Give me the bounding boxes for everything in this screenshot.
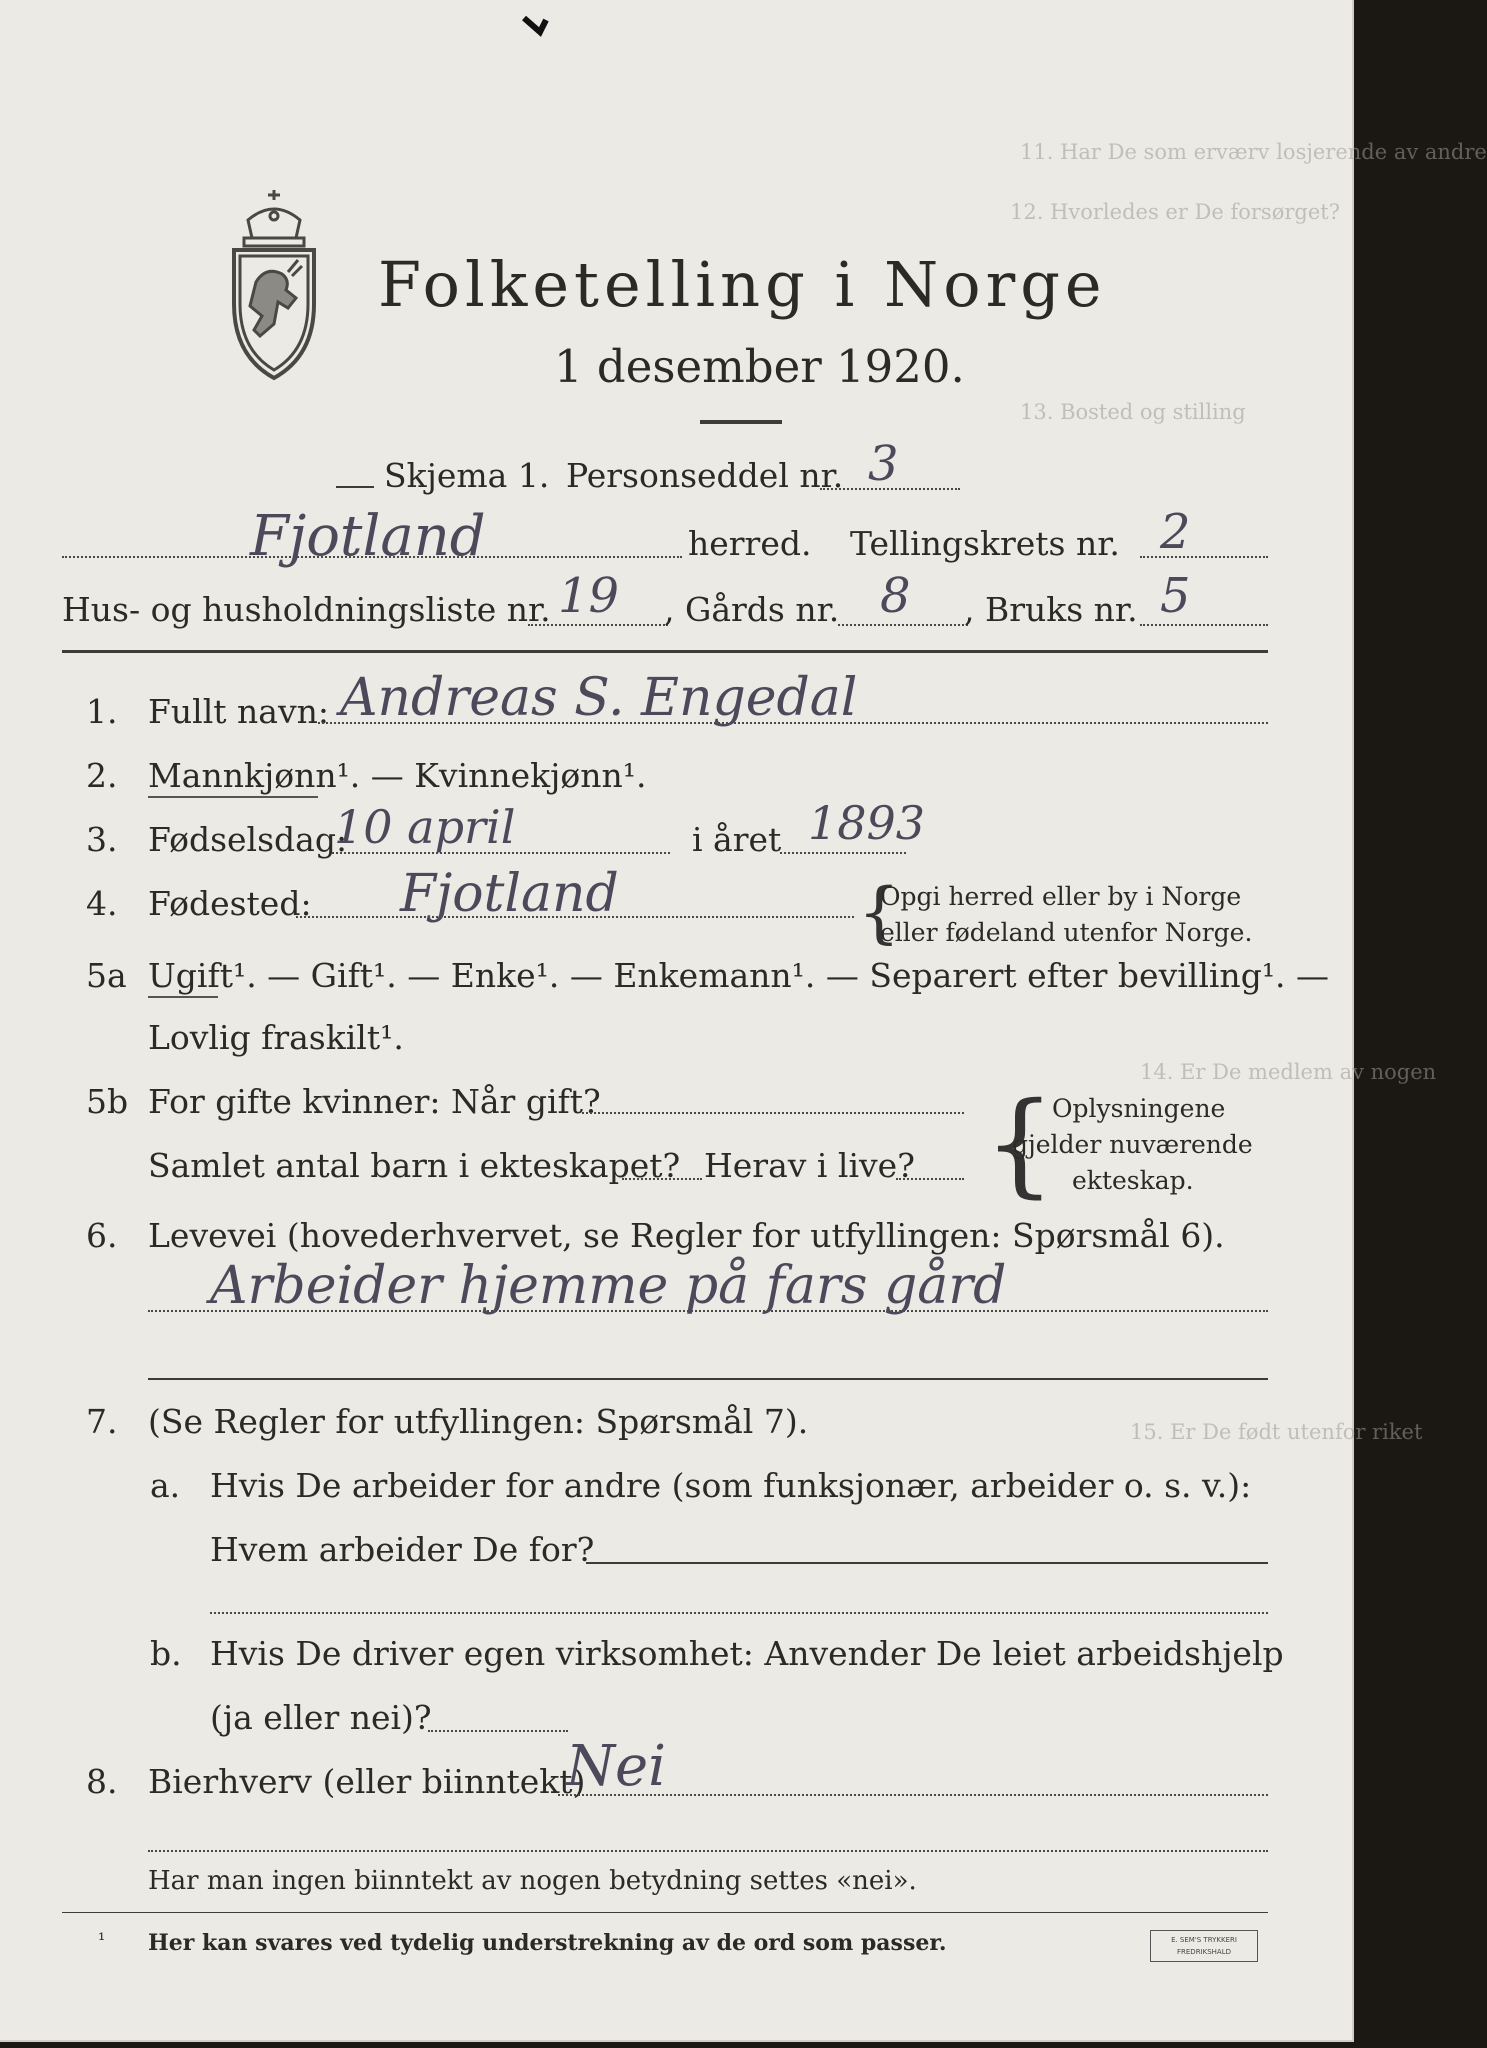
q3-year-line — [780, 852, 906, 854]
q7-question: (Se Regler for utfyllingen: Spørsmål 7). — [148, 1402, 809, 1441]
q5b-married-line — [582, 1112, 964, 1114]
bleed-through-text-1: 11. Har De som erværv losjerende av andre — [1020, 140, 1487, 164]
q7b-line2: (ja eller nei)? — [210, 1698, 432, 1737]
footnote-text: Her kan svares ved tydelig understrekning av de ord som passer. — [148, 1930, 947, 1956]
q5b-line2a: Samlet antal barn i ekteskapet? — [148, 1146, 681, 1185]
q7a-letter: a. — [150, 1466, 181, 1505]
q5b-brace: { — [984, 1079, 1056, 1209]
printer-stamp — [1150, 1930, 1258, 1962]
q8-number: 8. — [86, 1762, 118, 1801]
person-number-label: Personseddel nr. — [566, 456, 844, 495]
house-list-value: 19 — [558, 568, 620, 624]
printer-stamp-line1: E. SEM'S TRYKKERI — [1171, 1936, 1237, 1944]
schema-dash — [336, 486, 374, 488]
district-value: 2 — [1160, 504, 1191, 560]
footer-divider — [62, 1912, 1268, 1913]
q8-label: Bierhverv (eller biinntekt) — [148, 1762, 586, 1801]
q6-question: Levevei (hovederhvervet, se Regler for utfyllingen: Spørsmål 6). — [148, 1216, 1225, 1255]
q3-number: 3. — [86, 820, 118, 859]
q8-line2 — [148, 1850, 1268, 1852]
header-divider — [62, 650, 1268, 653]
ink-mark — [520, 14, 550, 36]
bruks-line — [1140, 624, 1268, 626]
gards-value: 8 — [880, 568, 911, 624]
q5b-note-line1: Oplysningene — [1052, 1094, 1226, 1123]
q7b-letter: b. — [150, 1634, 182, 1673]
footer-note: Har man ingen biinntekt av nogen betydning settes «nei». — [148, 1866, 917, 1896]
footnote-mark: ¹ — [98, 1930, 106, 1951]
q3-year-value: 1893 — [808, 796, 926, 850]
title-divider — [700, 420, 782, 424]
q7b-line1: Hvis De driver egen virksomhet: Anvender De leiet arbeidshjelp — [210, 1634, 1284, 1673]
q4-number: 4. — [86, 884, 118, 923]
person-number-value: 3 — [868, 436, 899, 492]
bleed-through-text-5: 15. Er De født utenfor riket — [1130, 1420, 1423, 1444]
q4-note-line2: eller fødeland utenfor Norge. — [880, 918, 1253, 947]
q2-options: Mannkjønn¹. — Kvinnekjønn¹. — [148, 756, 647, 795]
q6-number: 6. — [86, 1216, 118, 1255]
q6-line2 — [148, 1378, 1268, 1380]
q5b-number: 5b — [86, 1082, 129, 1121]
bruks-value: 5 — [1160, 568, 1191, 624]
coat-of-arms-icon — [218, 184, 330, 384]
gards-line — [838, 624, 968, 626]
q7b-answer-line — [428, 1730, 568, 1732]
printer-stamp-line2: FREDRIKSHALD — [1176, 1948, 1231, 1956]
q7a-line2: Hvem arbeider De for? — [210, 1530, 595, 1569]
municipality-value: Fjotland — [250, 504, 486, 569]
q7a-answer-line2 — [210, 1612, 1268, 1614]
q3-year-label: i året — [692, 820, 782, 859]
q5b-note-line3: ekteskap. — [1072, 1166, 1194, 1195]
bruks-label: , Bruks nr. — [964, 590, 1138, 629]
q5b-alive-line — [896, 1178, 964, 1180]
q5a-options-line2: Lovlig fraskilt¹. — [148, 1018, 404, 1057]
schema-label: Skjema 1. — [384, 456, 550, 495]
q1-value: Andreas S. Engedal — [340, 668, 858, 728]
gards-label: , Gårds nr. — [664, 590, 840, 629]
q4-label: Fødested: — [148, 884, 312, 923]
bleed-through-text-2: 12. Hvorledes er De forsørget? — [1010, 200, 1340, 224]
q2-number: 2. — [86, 756, 118, 795]
bleed-through-text-4: 14. Er De medlem av nogen — [1140, 1060, 1437, 1084]
q5a-number: 5a — [86, 956, 127, 995]
q5b-line1: For gifte kvinner: Når gift? — [148, 1082, 601, 1121]
house-list-line — [528, 624, 668, 626]
q1-label: Fullt navn: — [148, 692, 329, 731]
district-label: Tellingskrets nr. — [850, 524, 1120, 563]
q1-number: 1. — [86, 692, 118, 731]
q5a-underline — [148, 996, 218, 998]
bleed-through-text-3: 13. Bosted og stilling — [1020, 400, 1246, 424]
q5b-children-line — [622, 1178, 702, 1180]
q4-note-line1: Opgi herred eller by i Norge — [880, 882, 1242, 911]
q4-brace: { — [858, 874, 900, 951]
form-title: Folketelling i Norge — [378, 248, 1107, 321]
q2-underline — [148, 796, 318, 798]
q7-number: 7. — [86, 1402, 118, 1441]
q7a-answer-line — [586, 1562, 1268, 1564]
q3-value: 10 april — [334, 800, 516, 854]
q5b-line2b: Herav i live? — [704, 1146, 915, 1185]
q3-label: Fødselsdag: — [148, 820, 348, 859]
q6-value: Arbeider hjemme på fars gård — [210, 1256, 1007, 1316]
q5b-note-line2: gjelder nuværende — [1012, 1130, 1253, 1159]
house-list-label: Hus- og husholdningsliste nr. — [62, 590, 551, 629]
q5a-options-line1: Ugift¹. — Gift¹. — Enke¹. — Enkemann¹. — Separert efter bevilling¹. — — [148, 956, 1330, 995]
q8-value: Nei — [566, 1734, 667, 1799]
form-date: 1 desember 1920. — [554, 340, 965, 393]
q4-value: Fjotland — [400, 864, 619, 924]
herred-label: herred. — [688, 524, 812, 563]
q7a-line1: Hvis De arbeider for andre (som funksjonær, arbeider o. s. v.): — [210, 1466, 1252, 1505]
